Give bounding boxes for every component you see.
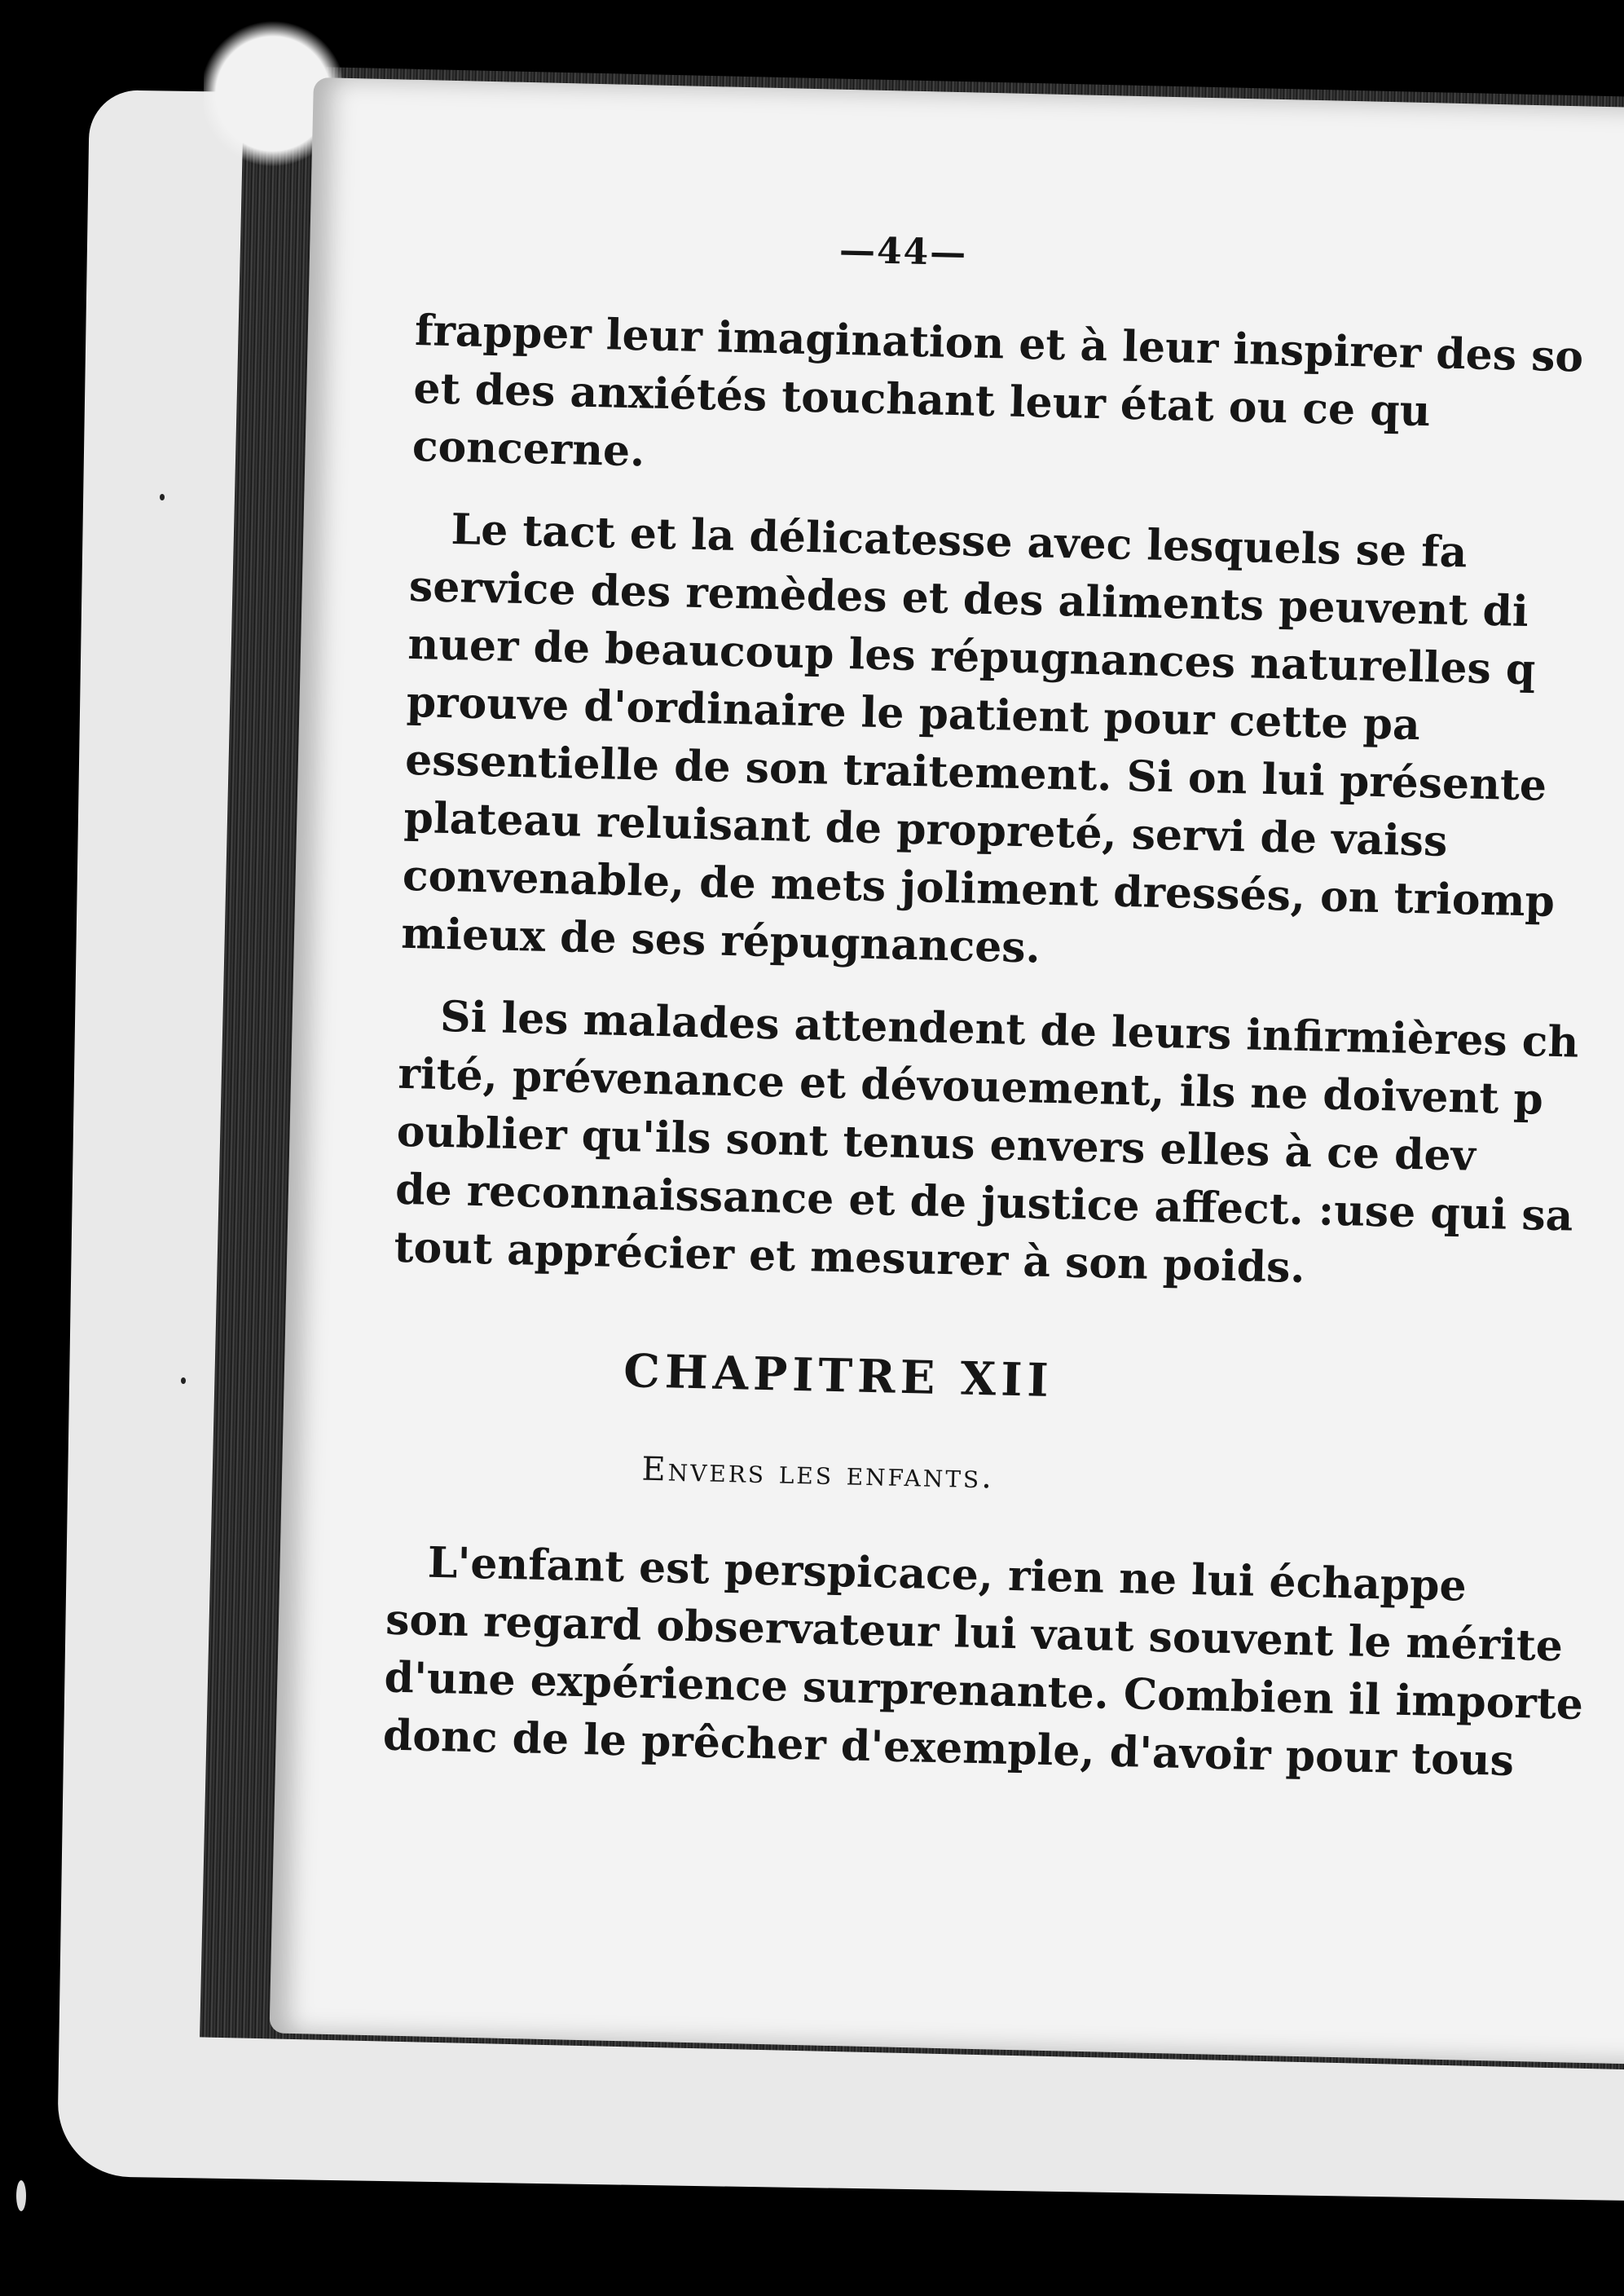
text-line: essentielle de son traitement. Si on lui présente: [404, 734, 1547, 811]
chapter-title: CHAPITRE XII: [623, 1344, 1054, 1408]
text-line: L'enfant est perspicace, rien ne lui échappe: [427, 1537, 1468, 1611]
text-line: Si les malades attendent de leurs infirmières ch: [439, 991, 1579, 1068]
text-line: d'une expérience surprenante. Combien il importe: [384, 1652, 1584, 1730]
text-line: et des anxiétés touchant leur état ou ce qu: [412, 363, 1432, 437]
text-line: oublier qu'ils sont tenus envers elles à ce dev: [396, 1106, 1477, 1181]
chapter-subtitle: Envers les enfants.: [641, 1450, 995, 1496]
text-line: concerne.: [412, 421, 645, 477]
text-line: rité, prévenance et dévouement, ils ne doivent p: [397, 1048, 1544, 1125]
text-line: Le tact et la délicatesse avec lesquels se fa: [450, 505, 1468, 578]
scan-speck: [16, 2180, 26, 2211]
page-number: —44—: [838, 229, 968, 275]
text-line: tout apprécier et mesurer à son poids.: [393, 1222, 1306, 1293]
text-line: son regard observateur lui vaut souvent le mérite: [385, 1594, 1564, 1672]
text-line: mieux de ses répugnances.: [400, 908, 1041, 973]
scan-speck: [160, 494, 165, 500]
text-line: service des remèdes et des aliments peuvent di: [408, 561, 1529, 637]
text-line: prouve d'ordinaire le patient pour cette pa: [406, 676, 1421, 751]
page-text: [382, 302, 1624, 1796]
text-line: convenable, de mets joliment dressés, on triomp: [402, 850, 1556, 927]
text-line: donc de le prêcher d'exemple, d'avoir pour tous: [382, 1710, 1515, 1787]
text-line: plateau reluisant de propreté, servi de vaiss: [403, 792, 1448, 866]
text-line: frapper leur imagination et à leur inspirer des so: [414, 305, 1584, 382]
scan-speck: [181, 1377, 186, 1384]
text-line: nuer de beaucoup les répugnances naturelles q: [407, 619, 1536, 695]
text-line: de reconnaissance et de justice affect. :use qui sa: [394, 1164, 1574, 1241]
